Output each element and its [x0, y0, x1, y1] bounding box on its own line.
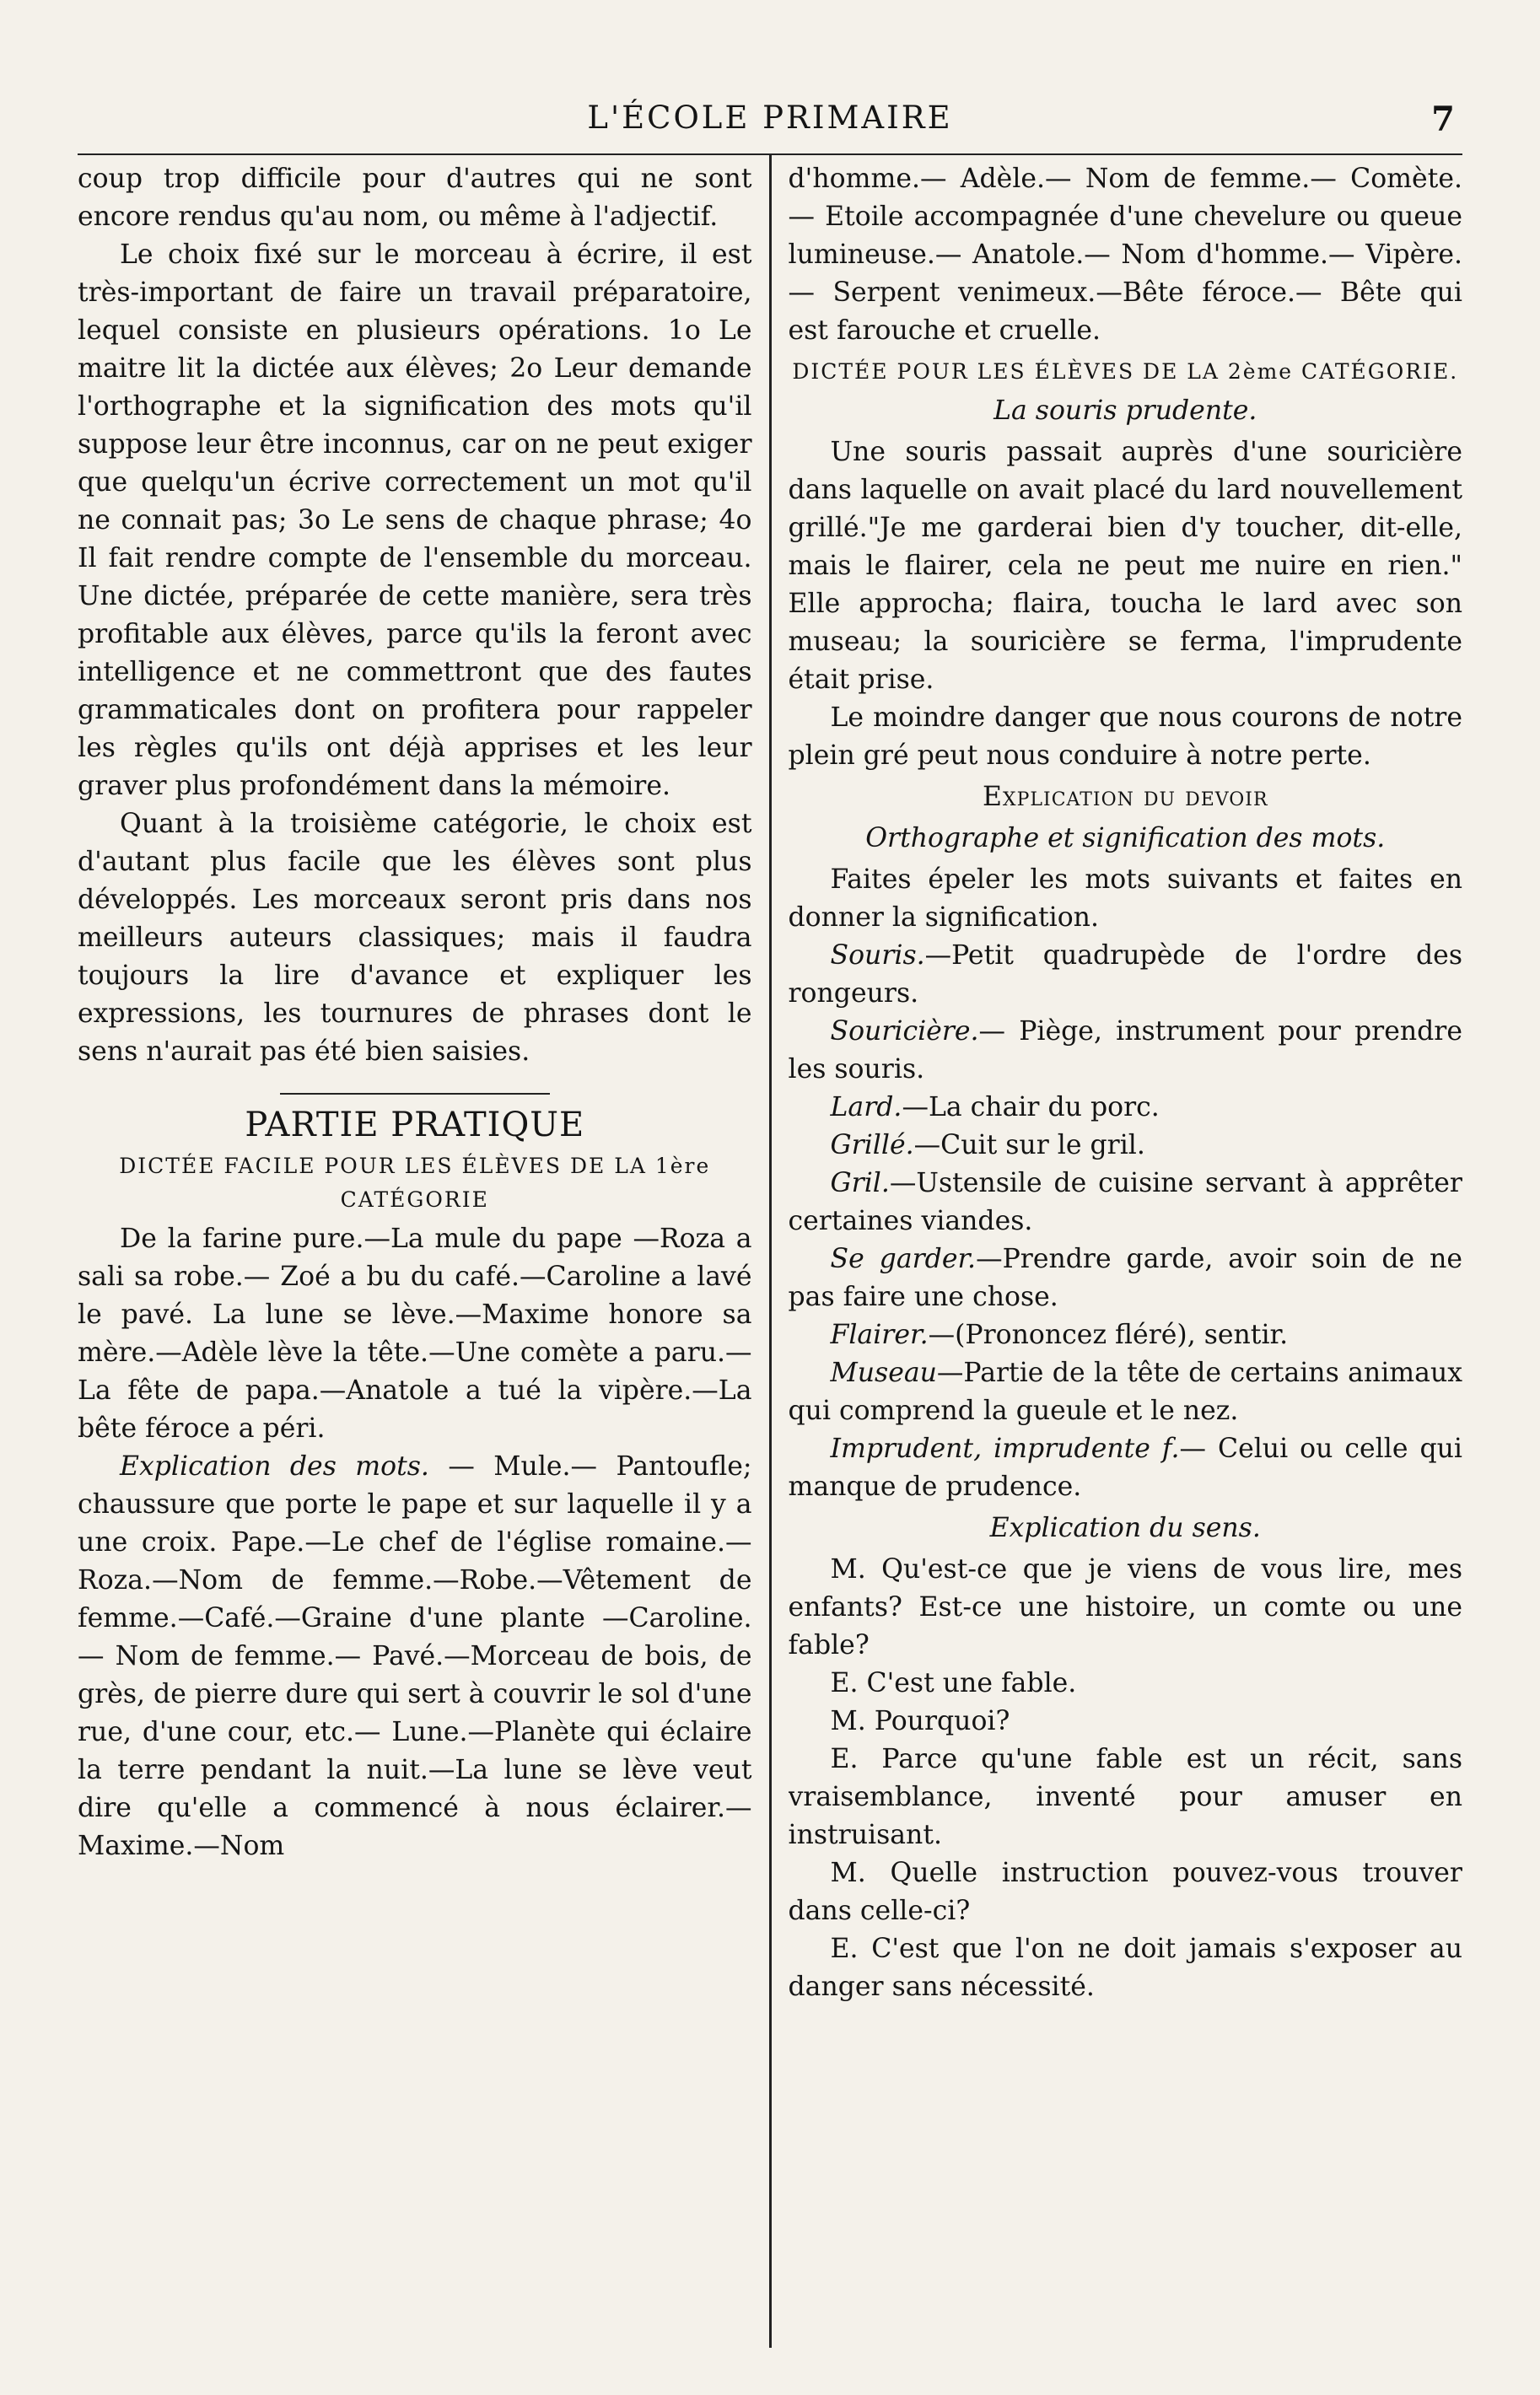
dialogue-line: E. C'est que l'on ne doit jamais s'exposer au danger sans nécessité. — [788, 1934, 1462, 2002]
journal-title: L'ÉCOLE PRIMAIRE — [587, 100, 953, 136]
definition-item — [789, 1089, 1463, 1127]
sens-heading: Explication du sens. — [989, 1513, 1261, 1543]
definition-item — [789, 1013, 1463, 1089]
column-divider — [769, 155, 772, 2348]
definition-text: —Prendre garde, avoir soin de ne pas faire une chose. — [788, 1244, 1462, 1312]
definition-term: Se garder. — [830, 1244, 977, 1274]
dictee-text-1: De la farine pure.—La mule du pape —Roza a sali sa robe.— Zoé a bu du café.—Caroline a lavé le pavé. La lune se lève.—Maxime honore sa mère.—Adèle lève la tête.—Une comète a paru.—La fête de papa.—Anatole a tué la vipère.—La bête féroce a péri. — [78, 1224, 752, 1444]
left-paragraph-3: Quant à la troisième catégorie, le choix est d'autant plus facile que les élèves sont plus développés. Les morceaux seront pris dans nos meilleurs auteurs classiques; mais il faudra toujours la lire d'avance et expliquer les expressions, les tournures de phrases dont le sens n'aurait pas été bien saisies. — [78, 809, 752, 1067]
two-column-body — [78, 155, 1462, 2348]
definition-term: Flairer. — [830, 1320, 929, 1350]
dialogue-line: M. Qu'est-ce que je viens de vous lire, mes enfants? Est-ce une histoire, un comte ou une fable? — [788, 1554, 1462, 1660]
story-text: Une souris passait auprès d'une souricière dans laquelle on avait placé du lard nouvellement grillé."Je me garderai bien d'y toucher, dit-elle, mais le flairer, cela ne peut me nuire en rien." Elle approcha; flaira, toucha le lard avec son museau; la souricière se ferma, l'imprudente était prise. — [788, 437, 1462, 695]
definition-term: Grillé. — [830, 1130, 914, 1160]
definition-term: Souricière. — [830, 1016, 979, 1047]
definition-item — [789, 1127, 1463, 1165]
right-paragraph-1: d'homme.— Adèle.— Nom de femme.— Comète. — Etoile accompagnée d'une chevelure ou queue lumineuse.— Anatole.— Nom d'homme.— Vipère.— Serpent venimeux.—Bête féroce.— Bête qui est farouche et cruelle. — [788, 164, 1462, 346]
dialogue-line: M. Quelle instruction pouvez-vous trouver dans celle-ci? — [788, 1858, 1462, 1926]
word-explanations — [78, 1448, 752, 1865]
definition-text: — Celui ou celle qui manque de prudence. — [788, 1434, 1462, 1502]
story-moral: Le moindre danger que nous courons de notre plein gré peut nous conduire à notre perte. — [788, 702, 1462, 771]
definition-item — [789, 1316, 1463, 1354]
definition-text: —Petit quadrupède de l'ordre des rongeurs. — [788, 940, 1462, 1009]
dialogue-line: M. Pourquoi? — [830, 1706, 1010, 1736]
explication-heading: Explication du devoir — [982, 782, 1268, 812]
instruction-text: Faites épeler les mots suivants et faites en donner la signification. — [788, 864, 1462, 933]
left-column — [78, 155, 752, 2348]
definition-item — [789, 1430, 1463, 1506]
page-number: 7 — [1431, 100, 1457, 139]
definition-term: Imprudent, imprudente f. — [830, 1434, 1180, 1464]
definition-text: —Partie de la tête de certains animaux qui comprend la gueule et le nez. — [788, 1358, 1462, 1426]
definition-item — [789, 1241, 1463, 1316]
explanations-label: Explication des mots. — [120, 1451, 429, 1482]
dialogue-line: E. Parce qu'une fable est un récit, sans vraisemblance, inventé pour amuser en instruisant. — [788, 1744, 1462, 1850]
definition-text: —La chair du porc. — [902, 1092, 1160, 1122]
definition-text: —(Prononcez fléré), sentir. — [928, 1320, 1289, 1350]
section-title: PARTIE PRATIQUE — [78, 1093, 752, 1144]
dialogue-line: E. C'est une fable. — [830, 1668, 1077, 1698]
definition-term: Gril. — [830, 1168, 890, 1198]
explanations-text: — Mule.— Pantoufle; chaussure que porte le pape et sur laquelle il y a une croix. Pape.—Le chef de l'église romaine.—Roza.—Nom de femme.—Robe.—Vêtement de femme.—Café.—Graine d'une plante —Caroline.— Nom de femme.— Pavé.—Morceau de bois, de grès, de pierre dure qui sert à couvrir le sol d'une rue, d'une cour, etc.— Lune.—Planète qui éclaire la terre pendant la nuit.—La lune se lève veut dire qu'elle a commencé à nous éclairer.— Maxime.—Nom — [78, 1451, 752, 1861]
dictee-heading-2: DICTÉE POUR LES ÉLÈVES DE LA 2ème CATÉGORIE. — [792, 359, 1459, 384]
definition-item — [789, 1165, 1463, 1241]
orthographe-heading: Orthographe et signification des mots. — [865, 823, 1386, 853]
left-paragraph-2: Le choix fixé sur le morceau à écrire, il est très-important de faire un travail préparatoire, lequel consiste en plusieurs opérations. 1o Le maitre lit la dictée aux élèves; 2o Leur demande l'orthographe et la signification des mots qu'il suppose leur être inconnus, car on ne peut exiger que quelqu'un écrive correctement un mot qu'il ne connait pas; 3o Le sens de chaque phrase; 4o Il fait rendre compte de l'ensemble du morceau. Une dictée, préparée de cette manière, sera très profitable aux élèves, parce qu'ils la feront avec intelligence et ne commettront que des fautes grammaticales dont on profitera pour rappeler les règles qu'ils ont déjà apprises et les leur graver plus profondément dans la mémoire. — [78, 240, 752, 801]
story-title: La souris prudente. — [993, 396, 1257, 426]
right-column — [789, 155, 1463, 2348]
dictee-heading-1: DICTÉE FACILE POUR LES ÉLÈVES DE LA 1ère CATÉGORIE — [119, 1154, 711, 1212]
left-paragraph-1: coup trop difficile pour d'autres qui ne sont encore rendus qu'au nom, ou même à l'adjectif. — [78, 164, 752, 232]
definition-text: —Cuit sur le gril. — [913, 1130, 1145, 1160]
definition-term: Lard. — [830, 1092, 902, 1122]
definition-item — [789, 1354, 1463, 1430]
definition-text: —Ustensile de cuisine servant à apprêter certaines viandes. — [788, 1168, 1462, 1236]
definition-text: — Piège, instrument pour prendre les souris. — [788, 1016, 1462, 1084]
definition-term: Souris. — [830, 940, 925, 971]
definition-term: Museau — [830, 1358, 937, 1388]
running-header — [78, 100, 1462, 150]
definition-item — [789, 937, 1463, 1013]
